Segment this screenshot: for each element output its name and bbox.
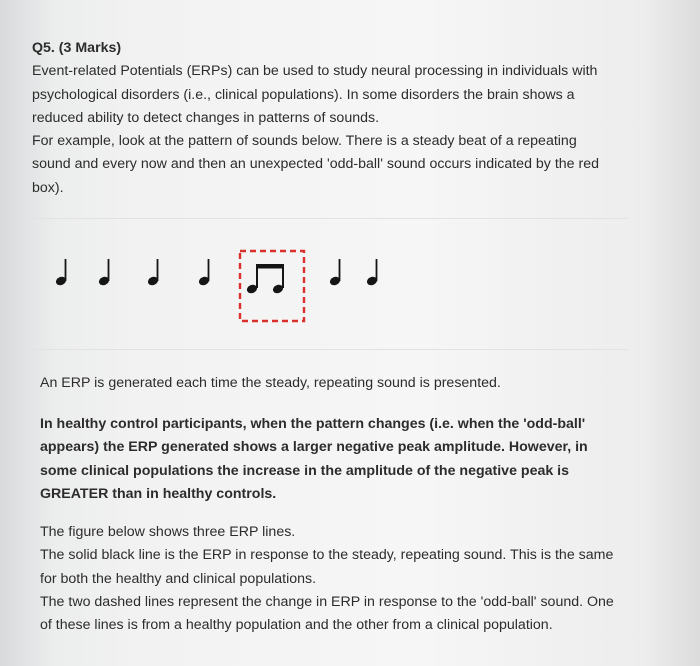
question-title: Q5. (3 Marks): [32, 40, 122, 56]
question-block: [32, 37, 632, 200]
quarter-note-icon: [55, 259, 68, 287]
intro-line: sound and every now and then an unexpected 'odd-ball' sound occurs indicated by the red: [32, 156, 600, 173]
description-line: The solid black line is the ERP in response to the steady, repeating sound. This is the same: [40, 547, 614, 564]
intro-line: Event-related Potentials (ERPs) can be used to study neural processing in individuals with: [32, 63, 598, 80]
intro-line: reduced ability to detect changes in patterns of sounds.: [32, 109, 380, 126]
quarter-note-icon: [366, 259, 379, 287]
figure-description-text: [40, 521, 630, 637]
bold-line: GREATER than in healthy controls.: [40, 485, 277, 502]
description-line: for both the healthy and clinical populations.: [40, 570, 317, 587]
intro-line: box).: [32, 179, 64, 196]
erp-intro-text: An ERP is generated each time the steady, repeating sound is presented.: [40, 375, 501, 391]
description-line: The two dashed lines represent the change in ERP in response to the 'odd-ball' sound. One: [40, 593, 614, 610]
intro-line: For example, look at the pattern of sounds below. There is a steady beat of a repeating: [32, 133, 577, 150]
divider: [32, 218, 627, 219]
beamed-eighth-notes-icon: [246, 264, 285, 295]
divider: [32, 349, 627, 350]
description-line: of these lines is from a healthy population and the other from a clinical population.: [40, 617, 553, 634]
bold-line: appears) the ERP generated shows a larger negative peak amplitude. However, in: [40, 439, 588, 456]
quarter-note-icon: [147, 259, 160, 287]
bold-line: some clinical populations the increase in the amplitude of the negative peak is: [40, 462, 570, 479]
bold-line: In healthy control participants, when the pattern changes (i.e. when the 'odd-ball': [40, 416, 586, 432]
sound-pattern-figure: [40, 246, 400, 330]
quarter-note-icon: [329, 259, 342, 287]
healthy-vs-clinical-text: [40, 413, 630, 506]
quarter-note-icon: [98, 259, 111, 287]
description-line: The figure below shows three ERP lines.: [40, 524, 296, 540]
quarter-note-icon: [198, 259, 211, 287]
intro-line: psychological disorders (i.e., clinical populations). In some disorders the brain shows a: [32, 86, 575, 103]
